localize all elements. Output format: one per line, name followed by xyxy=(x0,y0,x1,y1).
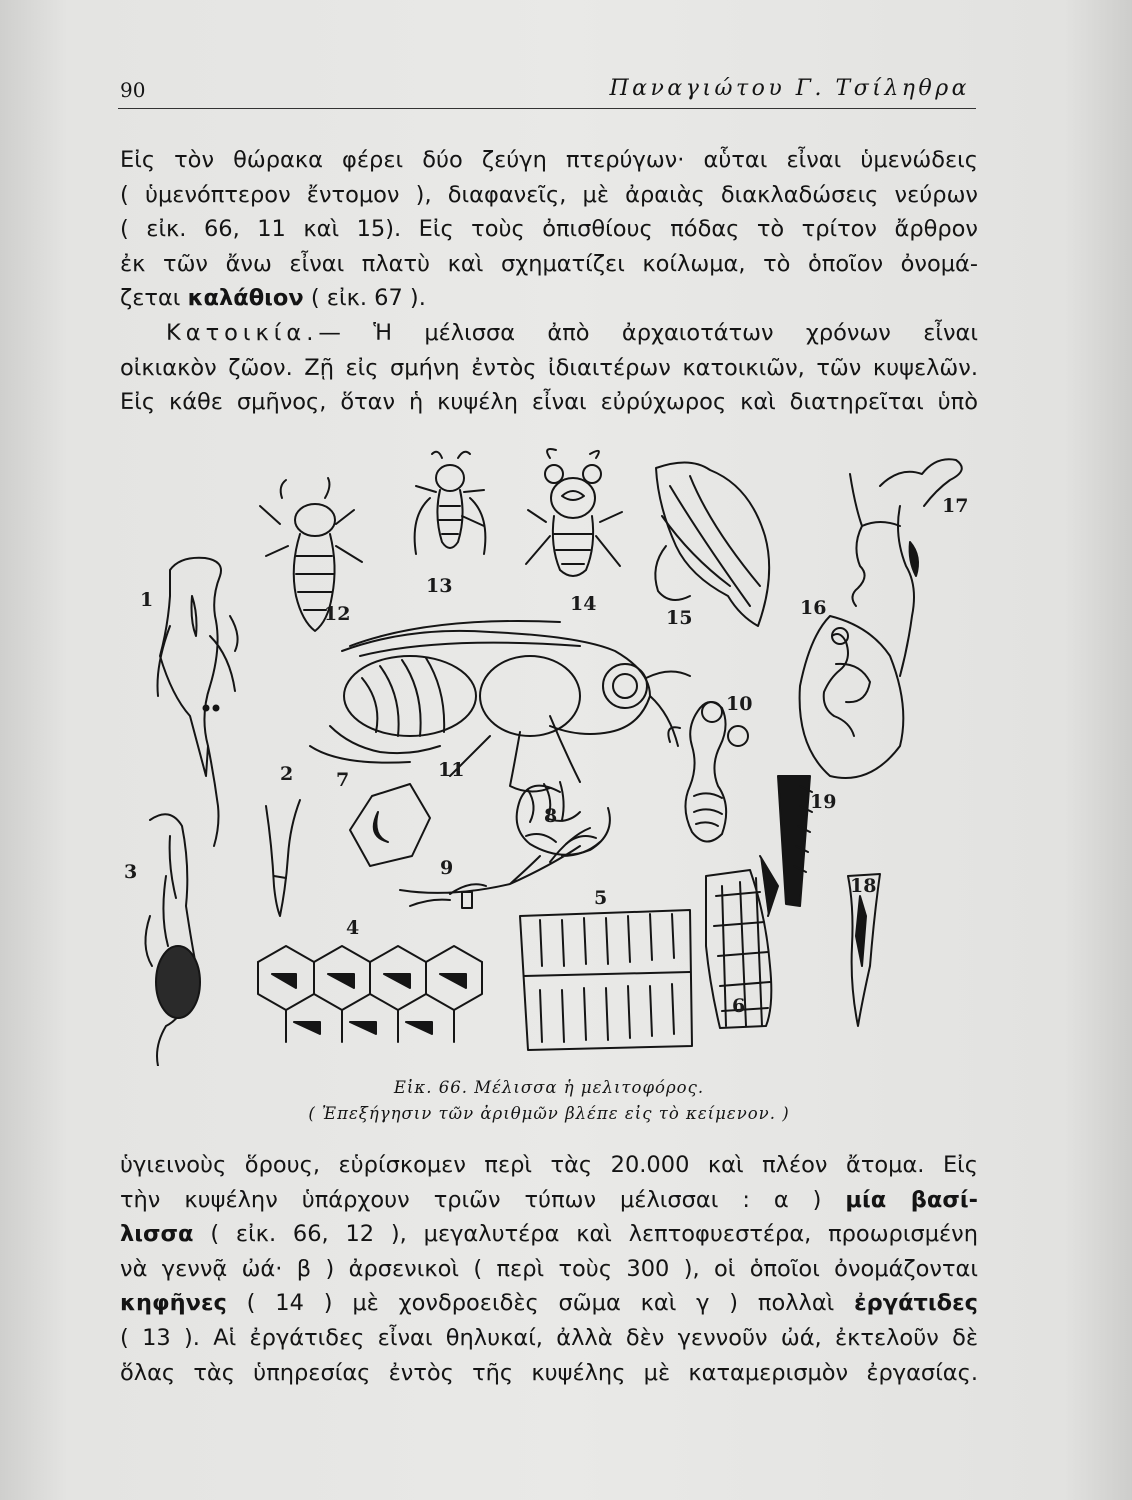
drone-bee-drawing xyxy=(526,449,622,576)
honeycomb-drawing xyxy=(258,946,482,1042)
figure-label: 11 xyxy=(438,759,465,781)
text-fragment: ( εἰκ. 66, 12 ), μεγαλυτέρα καὶ λεπτοφυεστέρα, προωρισμένη xyxy=(210,1221,978,1248)
sting-drawing xyxy=(266,800,300,916)
paragraph-castes xyxy=(120,1148,978,1390)
text-line xyxy=(120,1286,978,1321)
figure-label: 17 xyxy=(942,495,969,517)
text-line: ὑγιεινοὺς ὅρους, εὑρίσκομεν περὶ τὰς 20.000 καὶ πλέον ἄτομα. Εἰς xyxy=(120,1152,978,1178)
figure-label: 4 xyxy=(346,917,360,939)
larva-drawing xyxy=(517,782,610,855)
text-line: ὅλας τὰς ὑπηρεσίας ἐντὸς τῆς κυψέλης μὲ καταμερισμὸν ἐργασίας. xyxy=(120,1359,978,1386)
figure-label: 1 xyxy=(140,589,154,611)
text-line: ( 13 ). Αἱ ἐργάτιδες εἶναι θηλυκαί, ἀλλὰ δὲν γεννοῦν ὠά, ἐκτελοῦν δὲ xyxy=(120,1324,978,1351)
text-fragment: τὴν κυψέλην ὑπάρχουν τριῶν τύπων μέλισσαι : α ) xyxy=(120,1186,822,1213)
comb-cell-drawing xyxy=(350,784,430,866)
text-fragment: ( εἰκ. 67 ). xyxy=(310,285,426,312)
figure-label: 7 xyxy=(336,769,350,791)
page-header xyxy=(118,74,976,109)
pupa-drawing xyxy=(668,702,748,842)
paragraph-wings xyxy=(120,143,978,316)
bee-figure xyxy=(110,446,990,1066)
figure-label: 15 xyxy=(666,607,693,629)
bee-leg-drawing xyxy=(145,814,200,1066)
comb-section-drawing xyxy=(520,910,692,1050)
sting-lancet-drawing xyxy=(778,776,812,906)
text-line: ( εἰκ. 66, 11 καὶ 15). Εἰς τοὺς ὀπισθίους πόδας τὸ τρίτον ἄρθρον xyxy=(120,216,978,243)
wing-drawing xyxy=(655,462,769,626)
term-workers: ἐργάτιδες xyxy=(854,1290,979,1317)
text-fragment: ζεται xyxy=(120,285,181,312)
text-line: ( ὑμενόπτερον ἔντομον ), διαφανεῖς, μὲ ἀραιὰς διακλαδώσεις νεύρων xyxy=(120,181,978,208)
text-line xyxy=(120,281,978,316)
text-line xyxy=(120,316,978,351)
text-line: Εἰς τὸν θώρακα φέρει δύο ζεύγη πτερύγων· αὗται εἶναι ὑμενώδεις xyxy=(120,147,978,173)
figure-label: 13 xyxy=(426,575,453,597)
reproductive-organ-drawing xyxy=(850,459,962,676)
paragraph-habitat xyxy=(120,316,978,420)
figure-label: 19 xyxy=(810,791,837,813)
text-line: οἰκιακὸν ζῶον. Ζῇ εἰς σμήνη ἐντὸς ἰδιαιτέρων κατοικιῶν, τῶν κυψελῶν. xyxy=(120,354,978,381)
text-line: νὰ γεννᾷ ὠά· β ) ἀρσενικοὶ ( περὶ τοὺς 300 ), οἱ ὁποῖοι ὀνομάζονται xyxy=(120,1255,978,1282)
text-fragment: ( 14 ) μὲ χονδροειδὲς σῶμα καὶ γ ) πολλαὶ xyxy=(246,1290,835,1317)
figure-label: 14 xyxy=(570,593,597,615)
term-queen-cont: λισσα xyxy=(120,1221,194,1248)
term-kalathion: καλάθιον xyxy=(187,285,304,312)
text-line xyxy=(120,1217,978,1252)
figure-label: 9 xyxy=(440,857,454,879)
figure-label: 12 xyxy=(324,603,351,625)
text-line xyxy=(120,1183,978,1218)
plant-drawing xyxy=(400,828,600,908)
figure-label: 3 xyxy=(124,861,138,883)
worker-bee-drawing xyxy=(415,452,486,554)
running-head: Παναγιώτου Γ. Τσίληθρα xyxy=(609,76,970,101)
term-queen: μία βασί- xyxy=(845,1186,979,1213)
text-fragment: — Ἡ μέλισσα ἀπὸ ἀρχαιοτάτων χρόνων εἶναι xyxy=(318,320,978,346)
sting-apparatus-drawing xyxy=(800,616,904,778)
large-bee-drawing xyxy=(310,621,690,792)
section-heading: Κατοικία. xyxy=(166,320,319,346)
figure-label: 10 xyxy=(726,693,753,715)
figure-label: 5 xyxy=(594,887,608,909)
text-line: Εἰς κάθε σμῆνος, ὅταν ἡ κυψέλη εἶναι εὐρύχωρος καὶ διατηρεῖται ὑπὸ xyxy=(120,389,978,416)
figure-caption-title: Εἰκ. 66. Μέλισσα ἡ μελιτοφόρος. xyxy=(393,1078,705,1097)
figure-label: 18 xyxy=(850,875,877,897)
text-line: ἐκ τῶν ἄνω εἶναι πλατὺ καὶ σχηματίζει κοίλωμα, τὸ ὁποῖον ὀνομά- xyxy=(120,250,978,277)
figure-label: 2 xyxy=(280,763,294,785)
bee-illustration xyxy=(110,446,990,1066)
term-drones: κηφῆνες xyxy=(120,1290,227,1317)
page-number: 90 xyxy=(120,78,146,102)
figure-label: 16 xyxy=(800,597,827,619)
figure-label: 6 xyxy=(732,995,746,1017)
mouthparts-drawing xyxy=(158,558,238,846)
figure-caption-note: ( Ἐπεξήγησιν τῶν ἀριθμῶν βλέπε εἰς τὸ κείμενον. ) xyxy=(308,1104,790,1123)
figure-label: 8 xyxy=(544,805,558,827)
